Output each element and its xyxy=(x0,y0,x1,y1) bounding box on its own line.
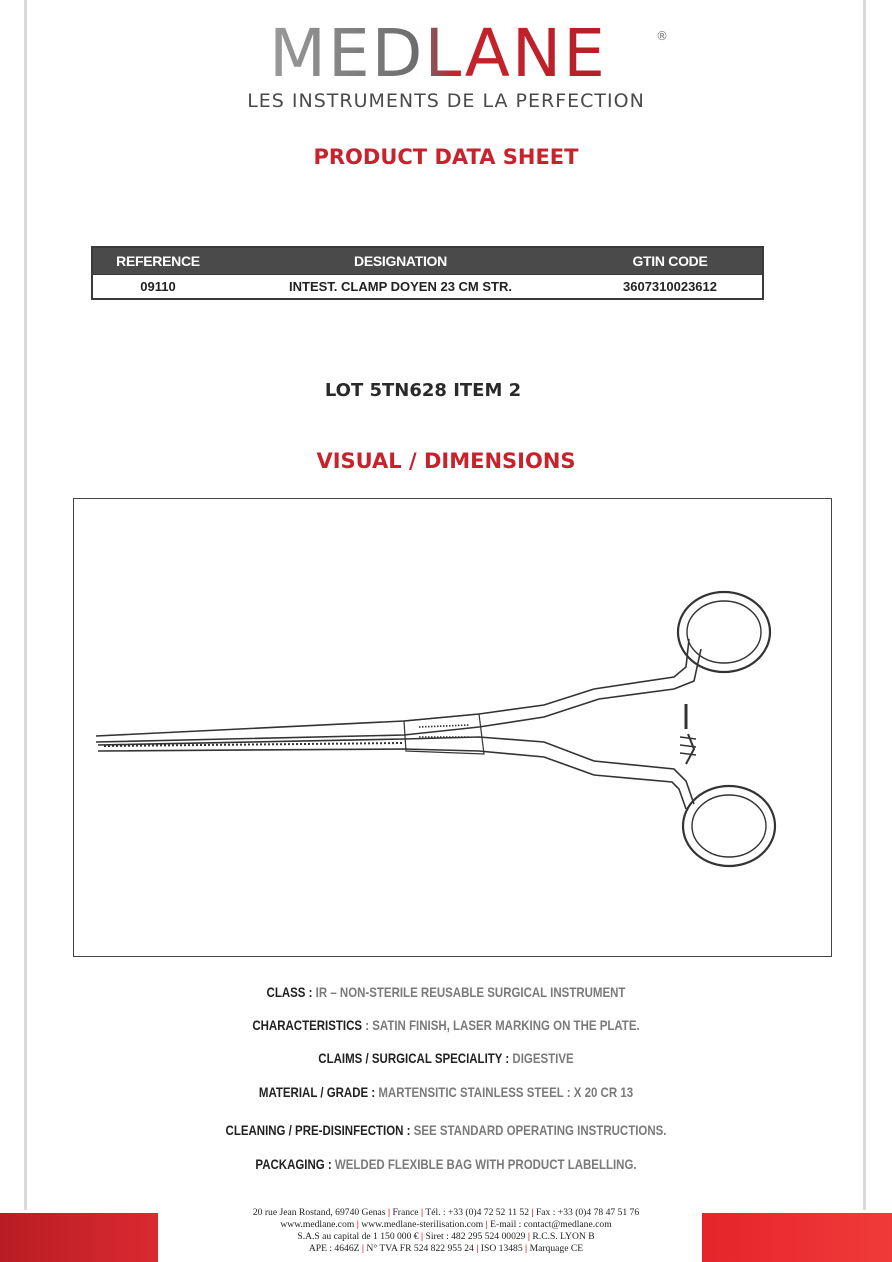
product-data-sheet-title: PRODUCT DATA SHEET xyxy=(313,145,579,169)
spec-cleaning: CLEANING / PRE-DISINFECTION : SEE STANDARD OPERATING INSTRUCTIONS. xyxy=(225,1122,667,1138)
cell-designation: INTEST. CLAMP DOYEN 23 CM STR. xyxy=(223,275,578,300)
footer-line-registration: APE : 4646Z | N° TVA FR 524 822 955 24 | ISO 13485 | Marquage CE xyxy=(308,1243,584,1254)
cell-gtin: 3607310023612 xyxy=(578,275,763,300)
registered-mark: ® xyxy=(656,29,668,43)
reference-table xyxy=(91,246,764,300)
sterilisation-website-link[interactable]: www.medlane-sterilisation.com xyxy=(361,1219,484,1230)
tagline: LES INSTRUMENTS DE LA PERFECTION xyxy=(247,90,645,112)
footer xyxy=(0,1207,892,1255)
lot-number: LOT 5TN628 ITEM 2 xyxy=(324,380,522,401)
spec-claims: CLAIMS / SURGICAL SPECIALITY : DIGESTIVE xyxy=(318,1050,574,1066)
footer-line-web: www.medlane.com | www.medlane-sterilisation.com | E-mail : contact@medlane.com xyxy=(280,1219,612,1230)
logo xyxy=(0,22,892,84)
header-gtin: GTIN CODE xyxy=(578,247,763,275)
header-designation: DESIGNATION xyxy=(223,247,578,275)
email-link[interactable]: E-mail : contact@medlane.com xyxy=(490,1219,612,1230)
spec-packaging: PACKAGING : WELDED FLEXIBLE BAG WITH PRODUCT LABELLING. xyxy=(255,1156,637,1172)
header-reference: REFERENCE xyxy=(92,247,223,275)
clamp-illustration xyxy=(74,499,830,955)
spec-material: MATERIAL / GRADE : MARTENSITIC STAINLESS STEEL : X 20 CR 13 xyxy=(258,1084,634,1100)
table-row xyxy=(92,275,763,300)
footer-line-company: S.A.S au capital de 1 150 000 € | Siret : 482 295 524 00029 | R.C.S. LYON B xyxy=(297,1231,595,1242)
logo-text: MEDLANE xyxy=(269,22,607,84)
medlane-logo xyxy=(216,22,676,84)
spec-characteristics: CHARACTERISTICS : SATIN FINISH, LASER MARKING ON THE PLATE. xyxy=(252,1017,640,1033)
visual-box xyxy=(73,498,832,957)
cell-reference: 09110 xyxy=(92,275,223,300)
footer-line-address: 20 rue Jean Rostand, 69740 Genas | France | Tél. : +33 (0)4 72 52 11 52 | Fax : +33 (0)4 78 47 51 76 xyxy=(252,1207,640,1218)
website-link[interactable]: www.medlane.com xyxy=(280,1219,355,1230)
table-header-row xyxy=(92,247,763,275)
spec-class: CLASS : IR – NON-STERILE REUSABLE SURGICAL INSTRUMENT xyxy=(266,984,626,1000)
visual-dimensions-title: VISUAL / DIMENSIONS xyxy=(316,449,576,473)
